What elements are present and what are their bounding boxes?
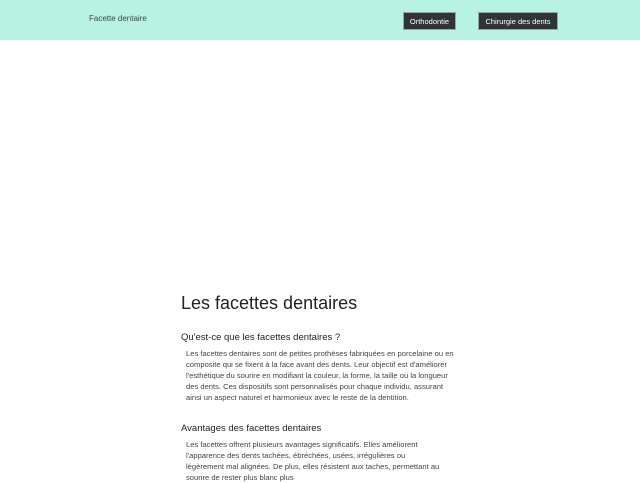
section-text-definition: Les facettes dentaires sont de petites prothèses fabriquées en porcelaine ou en composite qui se fixent à la face avant des dents. Leur objectif est d'améliorer l'esthétique du sourire en modifiant la couleur, la forme, la taille ou la longueur des dents. Ces dispositifs sont personnalisés pour chaque individu, assurant ainsi un aspect naturel et harmonieux avec le reste de la dentition. <box>186 349 454 402</box>
section-text-advantages: Les facettes offrent plusieurs avantages significatifs. Elles améliorent l'apparence des dents tachées, ébréchées, usées, irrégulières ou légèrement mal alignées. De plus, elles résistent aux taches, permettant au sourire de rester plus blanc plus <box>186 440 440 482</box>
section-heading-definition: Qu'est-ce que les facettes dentaires ? <box>181 332 341 343</box>
brand-link[interactable]: Facette dentaire <box>89 14 147 23</box>
main-content <box>181 292 461 482</box>
section-heading-advantages: Avantages des facettes dentaires <box>181 423 322 434</box>
page-title: Les facettes dentaires <box>181 293 358 313</box>
nav-button-orthodontie[interactable]: Orthodontie <box>403 12 456 30</box>
nav-button-chirurgie[interactable]: Chirurgie des dents <box>478 12 558 30</box>
site-header <box>0 0 640 40</box>
